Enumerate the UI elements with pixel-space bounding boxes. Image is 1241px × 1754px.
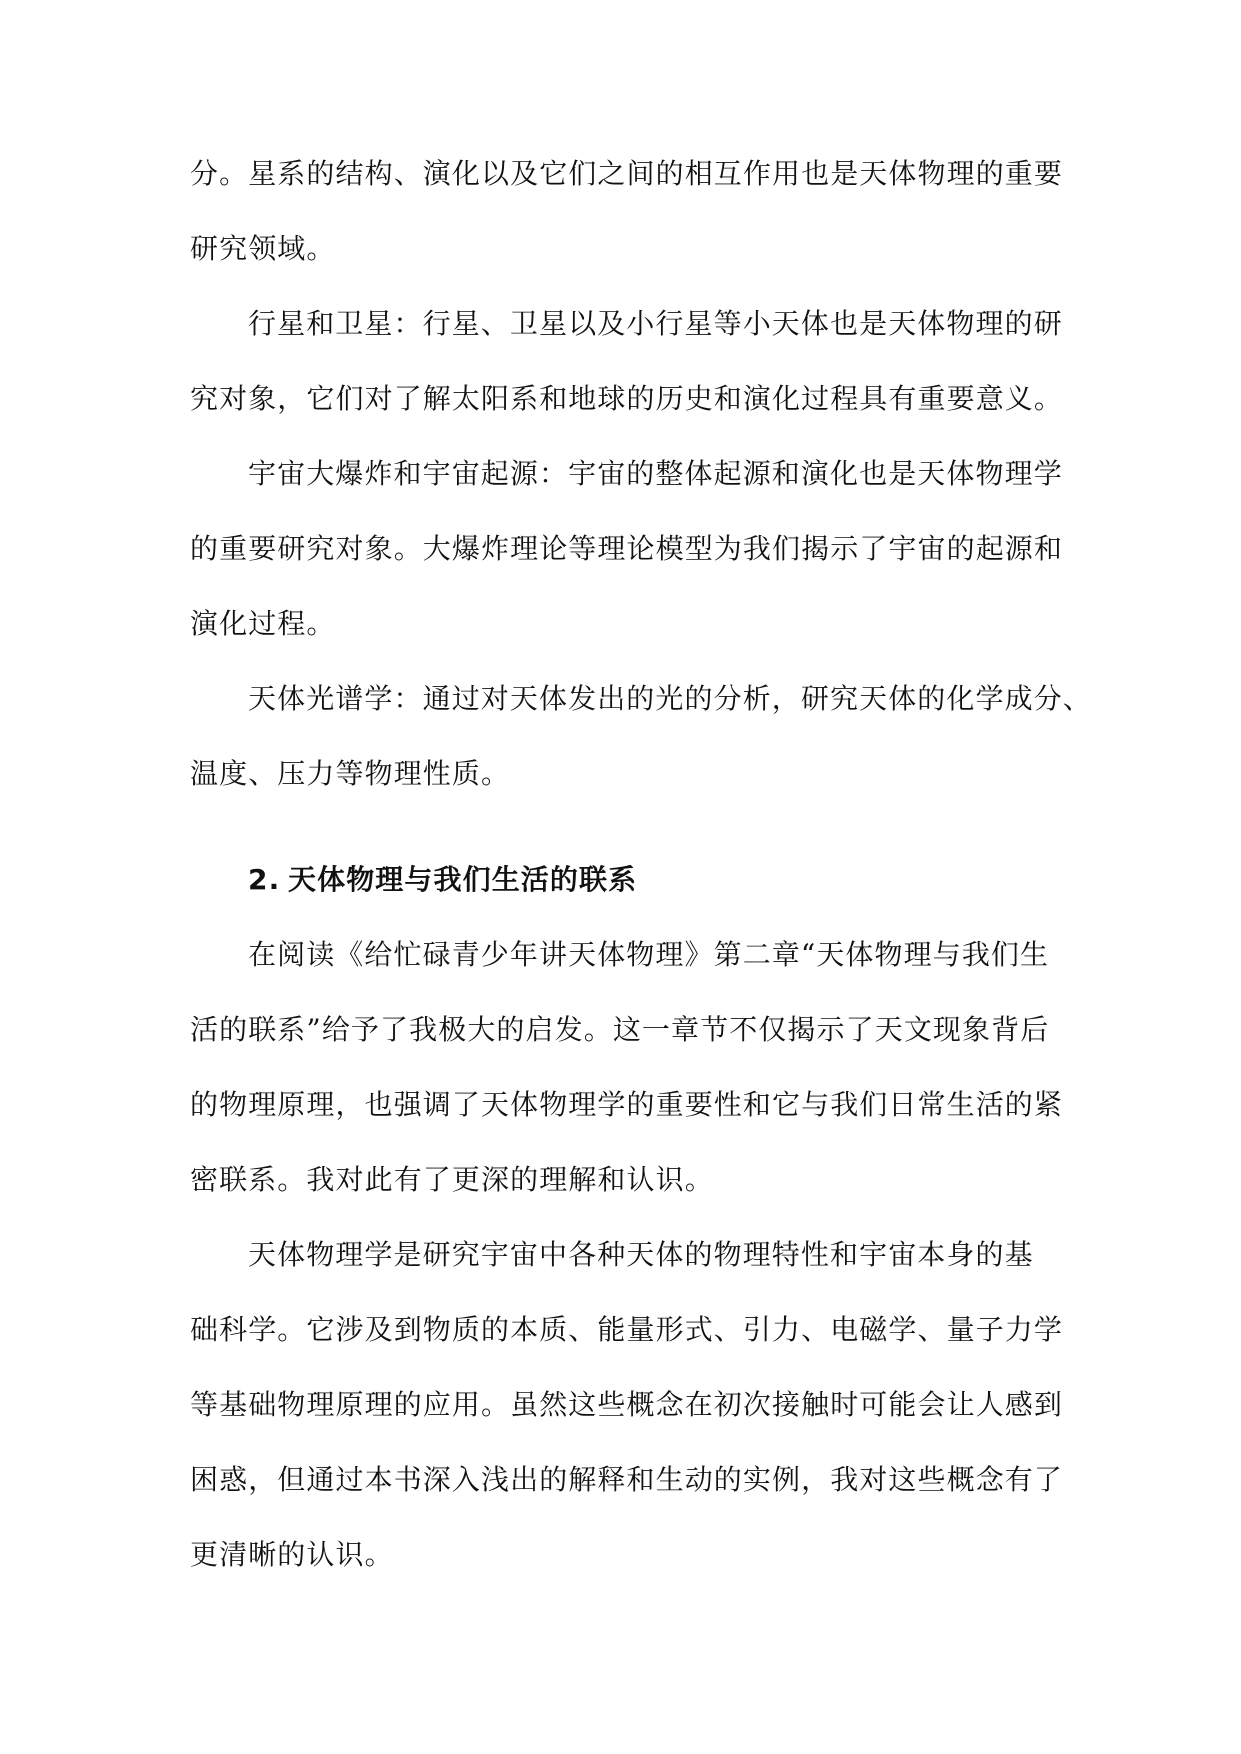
paragraph-big-bang <box>190 436 1064 661</box>
paragraph-line: 的重要研究对象。大爆炸理论等理论模型为我们揭示了宇宙的起源和 <box>190 532 1064 565</box>
paragraph-line: 天体物理学是研究宇宙中各种天体的物理特性和宇宙本身的基 <box>248 1238 1034 1271</box>
paragraph-line: 天体光谱学：通过对天体发出的光的分析，研究天体的化学成分、 <box>248 682 1092 715</box>
paragraph-line: 的物理原理，也强调了天体物理学的重要性和它与我们日常生活的紧 <box>190 1088 1064 1121</box>
paragraph-reading-reflection <box>190 917 1064 1217</box>
paragraph-planets-satellites <box>190 286 1064 436</box>
paragraph-line: 密联系。我对此有了更深的理解和认识。 <box>190 1163 714 1196</box>
paragraph-spectroscopy <box>190 661 1092 811</box>
paragraph-line: 活的联系”给予了我极大的启发。这一章节不仅揭示了天文现象背后 <box>190 1013 1050 1046</box>
paragraph-line: 宇宙大爆炸和宇宙起源：宇宙的整体起源和演化也是天体物理学 <box>248 457 1063 490</box>
paragraph-line: 更清晰的认识。 <box>190 1538 394 1571</box>
paragraph-line: 困惑，但通过本书深入浅出的解释和生动的实例，我对这些概念有了 <box>190 1463 1064 1496</box>
paragraph-line: 在阅读《给忙碌青少年讲天体物理》第二章“天体物理与我们生 <box>248 938 1050 971</box>
paragraph-astrophysics-definition <box>190 1217 1064 1592</box>
paragraph-line: 分。星系的结构、演化以及它们之间的相互作用也是天体物理的重要 <box>190 157 1064 190</box>
paragraph-line: 行星和卫星：行星、卫星以及小行星等小天体也是天体物理的研 <box>248 307 1063 340</box>
paragraph-line: 研究领域。 <box>190 232 336 265</box>
section-title: 天体物理与我们生活的联系 <box>288 863 638 896</box>
paragraph-line: 等基础物理原理的应用。虽然这些概念在初次接触时可能会让人感到 <box>190 1388 1064 1421</box>
paragraph-line: 础科学。它涉及到物质的本质、能量形式、引力、电磁学、量子力学 <box>190 1313 1064 1346</box>
paragraph-line: 温度、压力等物理性质。 <box>190 757 511 790</box>
paragraph-galaxies-continued <box>190 136 1064 286</box>
section-heading <box>190 842 1052 917</box>
document-body <box>190 136 1092 1592</box>
paragraph-line: 演化过程。 <box>190 607 336 640</box>
paragraph-line: 究对象，它们对了解太阳系和地球的历史和演化过程具有重要意义。 <box>190 382 1064 415</box>
section-number: 2. <box>248 863 281 896</box>
